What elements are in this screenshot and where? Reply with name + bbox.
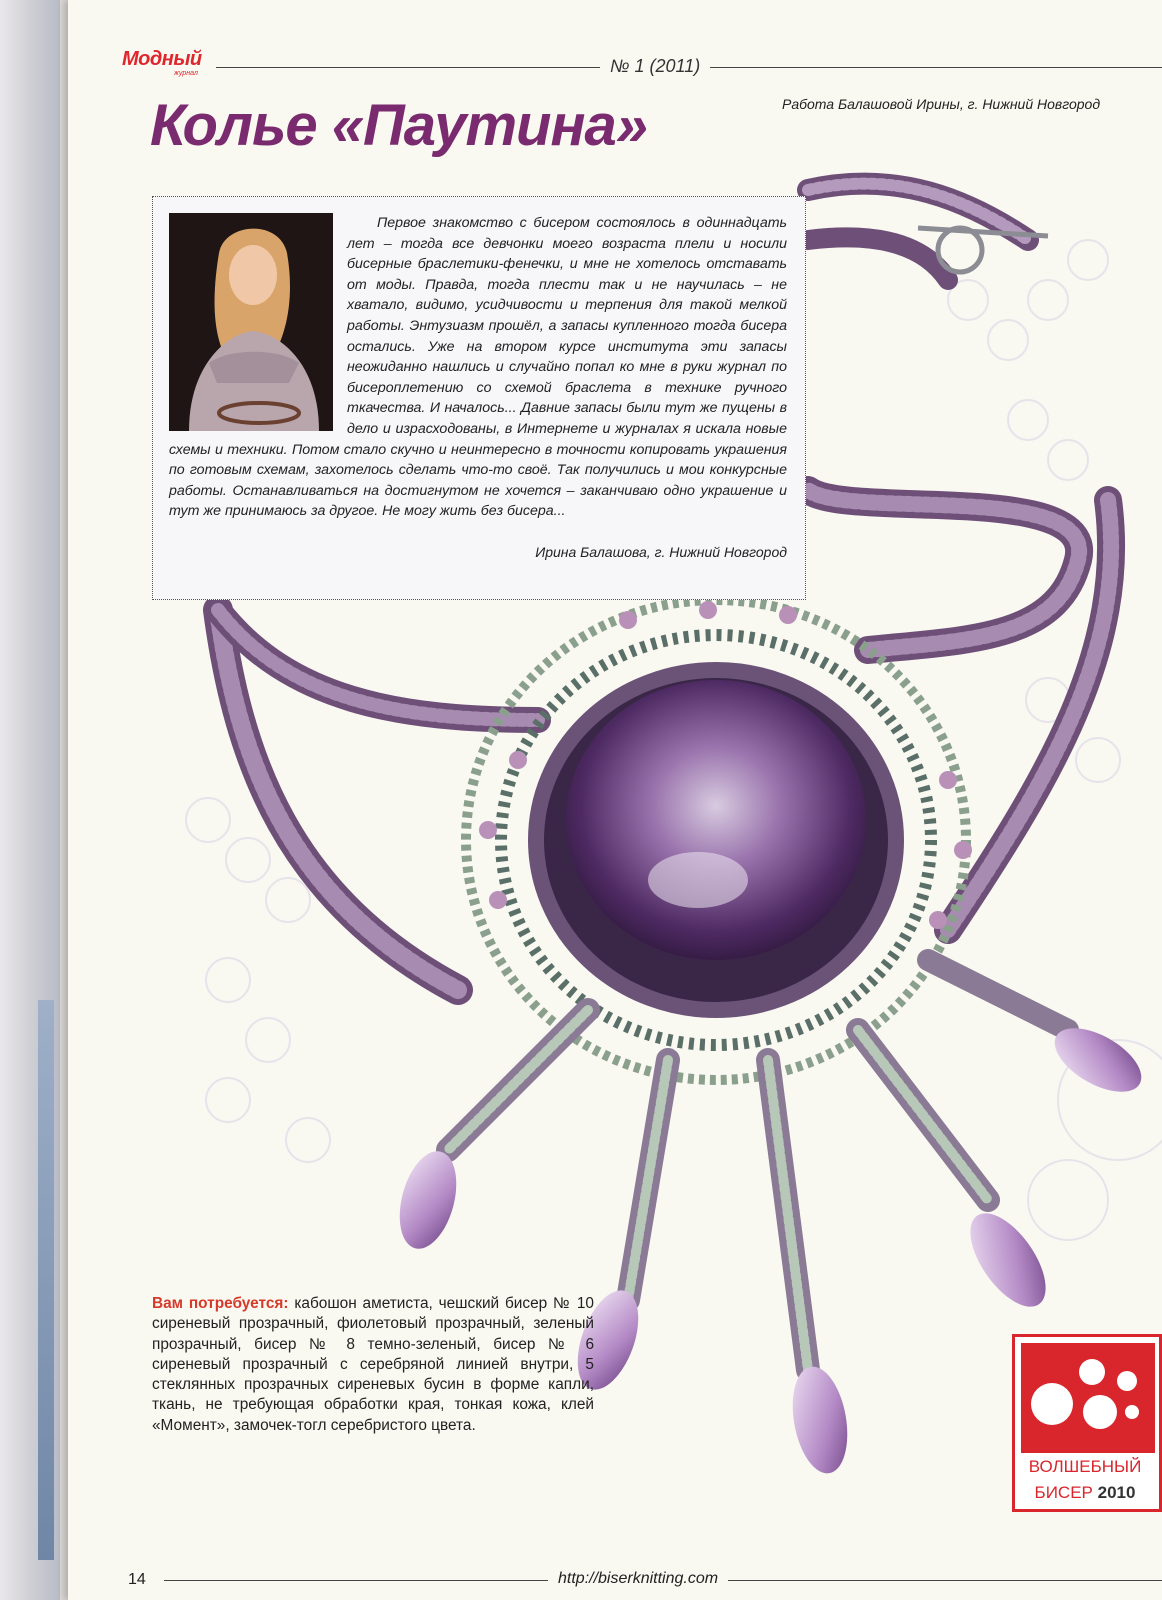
author-photo-image	[169, 213, 333, 431]
page-binding-edge	[0, 0, 60, 1600]
badge-title: ВОЛШЕБНЫЙ	[1028, 1457, 1142, 1476]
badge-subtitle	[1015, 1483, 1155, 1503]
contest-badge	[1012, 1334, 1162, 1512]
badge-year: 2010	[1097, 1483, 1136, 1502]
magazine-logo: Модный	[122, 48, 202, 70]
author-photo	[169, 213, 333, 431]
magazine-page	[68, 0, 1162, 1600]
badge-logo-panel	[1021, 1343, 1155, 1453]
article-title: Колье «Паутина»	[150, 93, 648, 158]
page-number: 14	[128, 1571, 146, 1588]
materials-text: кабошон аметиста, чешский бисер № 10 сиреневый прозрачный, фиолетовый прозрачный, зеленый прозрачный, бисер № 8 темно-зеленый, бисер № 6 сиреневый прозрачный с серебряной линией внутри, 5 стеклянных прозрачных сиреневых бусин в форме капли, ткань, не требующая обработки края, тонкая кожа, клей «Момент», замочек-тогл серебристого цвета.	[152, 1295, 594, 1434]
badge-word: БИСЕР	[1034, 1483, 1093, 1502]
footer-url: http://biserknitting.com	[548, 1570, 728, 1588]
materials-heading: Вам потребуется:	[152, 1295, 289, 1312]
issue-number: № 1 (2011)	[600, 56, 710, 77]
underlying-page-stripe	[38, 1000, 54, 1560]
interview-signature: Ирина Балашова, г. Нижний Новгород	[535, 543, 787, 560]
author-credit: Работа Балашовой Ирины, г. Нижний Новгород	[782, 96, 1101, 112]
author-interview-box	[152, 196, 806, 600]
magazine-logo-subtitle: журнал	[174, 70, 198, 77]
materials-list	[152, 1294, 594, 1436]
interview-text: Первое знакомство с бисером состоялось в одиннадцать лет – тогда все девчонки моего возраста плели и носили бисерные браслетики-фенечки, и мне не хотелось отставать от моды. Правда, тогда плести так и не научилась – не хватало, видимо, усидчивости и терпения для такой мелкой работы. Энтузиазм прошёл, а запасы купленного тогда бисера остались. Уже на втором курсе института эти запасы неожиданно нашлись и случайно попал ко мне в руки журнал по бисероплетению со схемой браслета в технике ручного ткачества. И началось... Давние запасы были тут же пущены в дело и израсходованы, в Интернете и журналах я искала новые схемы и техники. Потом стало скучно и неинтересно в точности копировать украшения по готовым схемам, захотелось сделать что-то своё. Так получились и мои конкурсные работы. Останавливаться на достигнутом не хочется – заканчиваю одно украшение и тут же принимаюсь за другое. Не могу жить без бисера...	[169, 215, 787, 520]
